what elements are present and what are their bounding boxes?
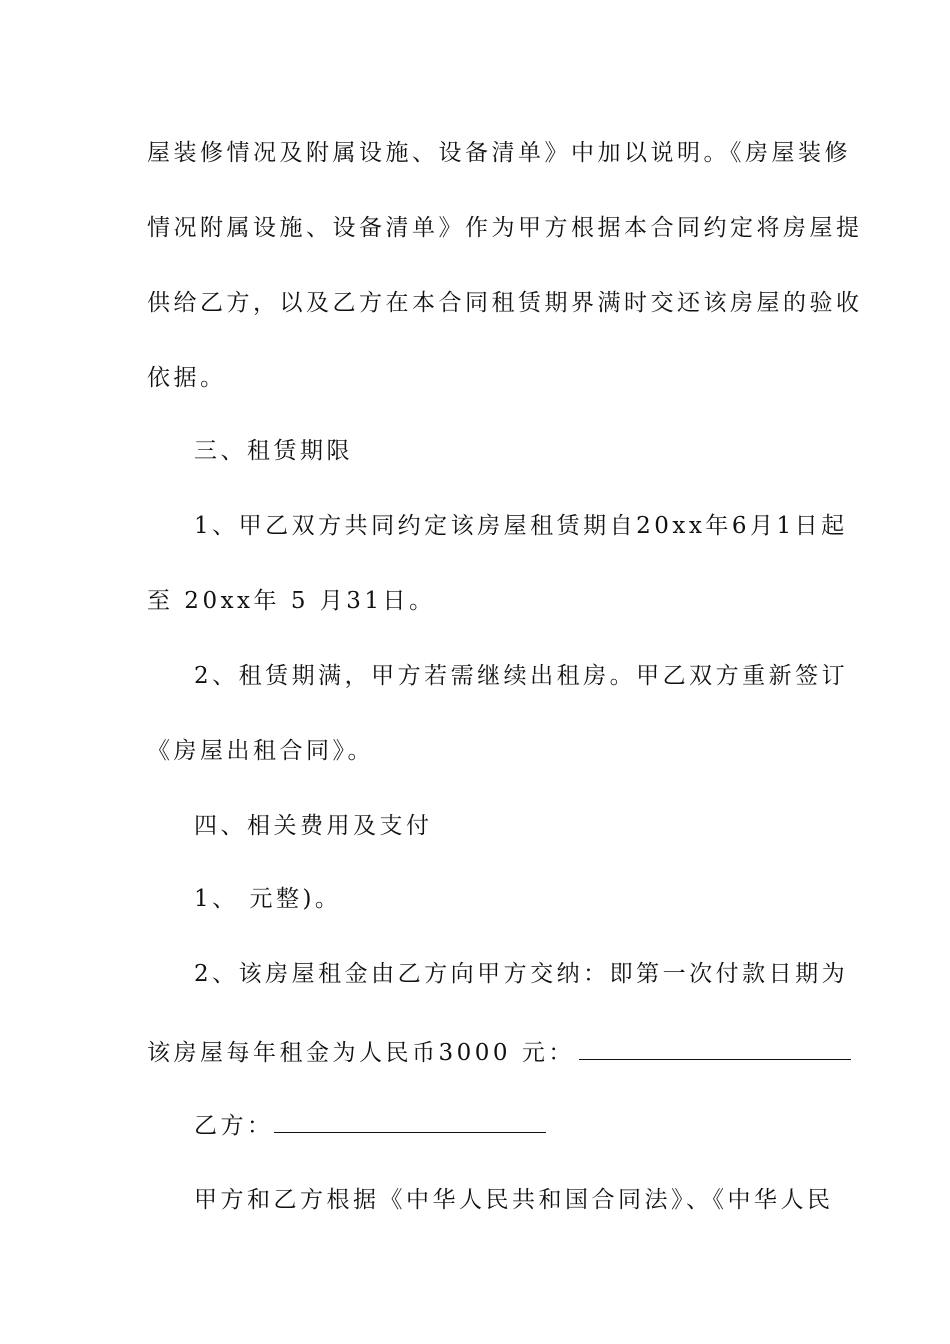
text-line: 依据。 [147, 365, 227, 391]
text-line: 甲方和乙方根据《中华人民共和国合同法》、《中华人民 [194, 1187, 834, 1213]
text-line: 供给乙方，以及乙方在本合同租赁期界满时交还该房屋的验收 [147, 290, 863, 316]
text-line: 2、该房屋租金由乙方向甲方交纳：即第一次付款日期为 [194, 961, 849, 987]
text-line-with-blank [194, 1110, 854, 1141]
text-line: 至 20xx年 5 月31日。 [147, 588, 436, 614]
text-segment: 该房屋每年租金为人民币3000 元： [147, 1040, 575, 1066]
text-line: 1、 元整)。 [194, 886, 342, 912]
text-line: 情况附属设施、设备清单》作为甲方根据本合同约定将房屋提 [147, 215, 863, 241]
text-segment: 乙方： [194, 1113, 274, 1139]
text-line: 屋装修情况及附属设施、设备清单》中加以说明。《房屋装修 [147, 140, 851, 166]
section-heading: 三、租赁期限 [194, 438, 353, 464]
text-line: 《房屋出租合同》。 [147, 738, 374, 764]
fill-in-blank [579, 1037, 851, 1060]
text-line-with-blank [147, 1037, 807, 1068]
text-line: 2、租赁期满，甲方若需继续出租房。甲乙双方重新签订 [194, 663, 849, 689]
text-line: 1、甲乙双方共同约定该房屋租赁期自20xx年6月1日起 [194, 513, 848, 539]
fill-in-blank [274, 1110, 546, 1133]
section-heading: 四、相关费用及支付 [194, 813, 433, 839]
